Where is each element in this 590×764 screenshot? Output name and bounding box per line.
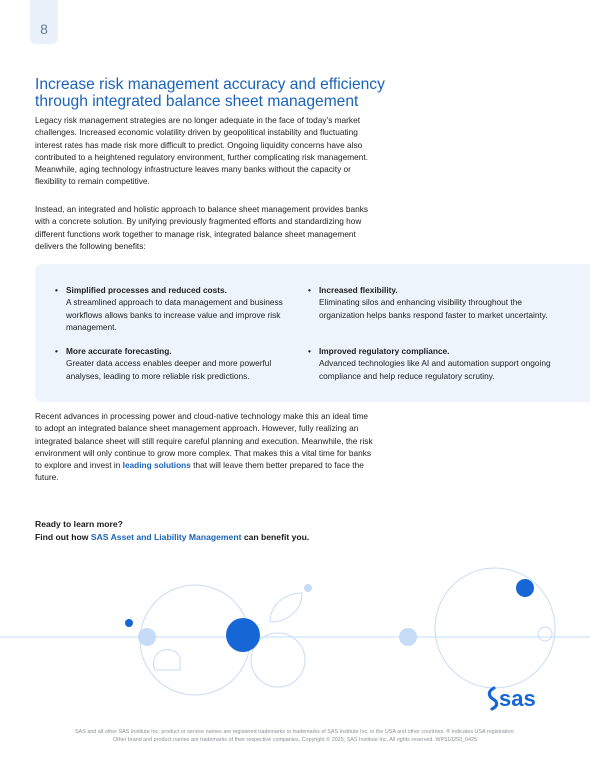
- benefit-title: More accurate forecasting.: [66, 346, 172, 356]
- intro-paragraph: Legacy risk management strategies are no longer adequate in the face of today’s market challenges. Increased economic volatility driven by geopolitical instability and fluctuating interest rates has made risk more difficult to predict. Ongoing liquidity concerns have also contributed to a heightened regulatory environment, further complicating risk management. Meanwhile, aging technology infrastructure leaves many banks without the capacity or flexibility to remain competitive.: [35, 115, 368, 187]
- decor-leaf: [153, 649, 180, 670]
- benefit-title: Improved regulatory compliance.: [319, 346, 450, 356]
- footer-line: SAS and all other SAS Institute Inc. product or service names are registered trademarks or trademarks of SAS Institute Inc. in the USA and other countries. ® indicates USA registration.: [75, 729, 515, 735]
- bullet: •: [308, 346, 311, 356]
- benefit-text: Advanced technologies like AI and automation support ongoing compliance and help reduce regulatory scrutiny.: [319, 358, 551, 381]
- benefit-title: Increased flexibility.: [319, 285, 398, 295]
- solution-paragraph: Instead, an integrated and holistic approach to balance sheet management provides banks with a concrete solution. By unifying previously fragmented efforts and standardizing how different functions work together to manage risk, integrated balance sheet management delivers the following benefits:: [35, 204, 369, 251]
- benefit-accurate-forecasting: [55, 345, 306, 382]
- decor-ring: [435, 568, 555, 688]
- footer-line: Other brand and product names are trademarks of their respective companies. Copyright © 2025, SAS Institute Inc. All rights reserved. WP310250_0425: [112, 737, 478, 743]
- decor-ring: [538, 627, 552, 641]
- benefit-simplified-processes: [55, 284, 306, 333]
- cta-question: Ready to learn more?: [35, 519, 123, 529]
- decor-dot: [125, 619, 133, 627]
- decor-dot: [138, 628, 156, 646]
- decor-leaf: [270, 593, 302, 622]
- decor-dot: [226, 618, 260, 652]
- section-heading: Increase risk management accuracy and efficiency through integrated balance sheet management: [35, 76, 385, 110]
- conclusion-text-end: that will leave them better prepared to face the future.: [35, 460, 364, 483]
- sas-logo-text: sas: [499, 686, 536, 711]
- benefit-text: A streamlined approach to data management and business workflows allows banks to increase value and improve risk management.: [66, 297, 283, 332]
- conclusion-paragraph: [35, 410, 375, 484]
- legal-footer: [0, 728, 590, 744]
- sas-logo: [486, 685, 558, 711]
- sas-alm-link[interactable]: SAS Asset and Liability Management: [90, 531, 242, 542]
- bullet: •: [55, 346, 58, 356]
- cta-text-end: can benefit you.: [241, 531, 310, 542]
- sas-logo-swoosh: [489, 688, 496, 709]
- conclusion-text: Recent advances in processing power and cloud-native technology make this an ideal time to adopt an integrated balance sheet management approach. However, fully realizing an integrated balance sheet will still require careful planning and execution. Meanwhile, the risk environment will only continue to grow more complex. That makes this a vital time for banks to explore and invest in: [35, 411, 373, 471]
- cta-text: Find out how: [35, 531, 91, 542]
- page-number-tab: [30, 0, 58, 44]
- benefit-regulatory-compliance: [308, 345, 554, 382]
- decorative-circles-graphic: [0, 560, 590, 700]
- bullet: •: [308, 285, 311, 295]
- benefit-text: Greater data access enables deeper and more powerful analyses, leading to more reliable risk predictions.: [66, 358, 272, 381]
- bullet: •: [55, 285, 58, 295]
- decor-dot: [516, 579, 534, 597]
- decor-dot: [304, 584, 312, 592]
- call-to-action: [35, 518, 455, 543]
- benefit-increased-flexibility: [308, 284, 554, 321]
- leading-solutions-link[interactable]: leading solutions: [122, 460, 191, 471]
- benefit-text: Eliminating silos and enhancing visibility throughout the organization helps banks respond faster to market uncertainty.: [319, 297, 548, 320]
- decor-dot: [399, 628, 417, 646]
- benefits-panel: [35, 264, 590, 402]
- cta-line: [35, 531, 455, 544]
- benefit-title: Simplified processes and reduced costs.: [66, 285, 227, 295]
- page-number: 8: [40, 21, 48, 37]
- decor-ring: [251, 633, 305, 687]
